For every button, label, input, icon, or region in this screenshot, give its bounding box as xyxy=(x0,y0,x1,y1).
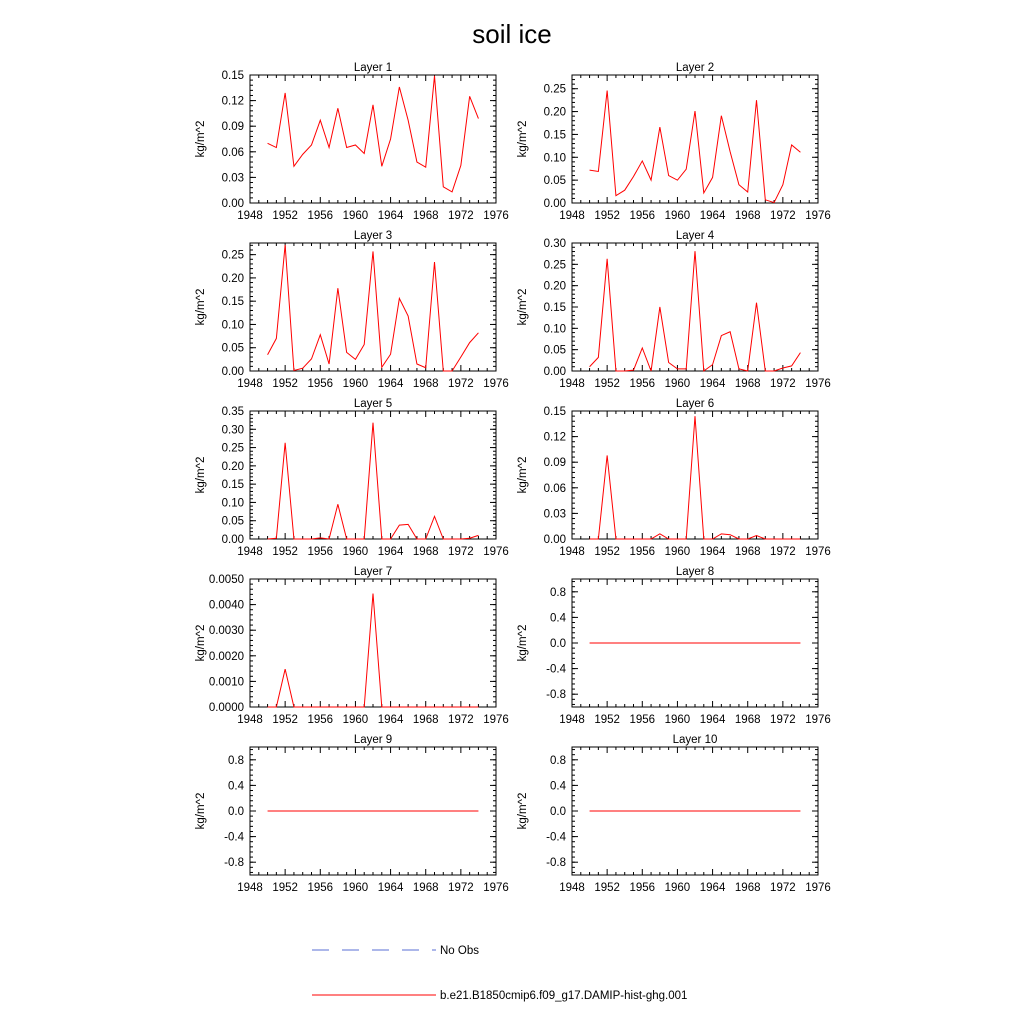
x-tick-label: 1968 xyxy=(412,882,439,894)
y-tick-label: 0.0040 xyxy=(208,599,244,612)
x-tick-label: 1948 xyxy=(237,714,263,726)
y-tick-label: -0.4 xyxy=(224,831,244,844)
x-tick-label: 1948 xyxy=(559,546,585,558)
x-tick-label: 1960 xyxy=(664,714,691,726)
x-tick-label: 1968 xyxy=(734,714,761,726)
y-axis-label: kg/m^2 xyxy=(517,456,529,494)
panel-title: Layer 7 xyxy=(353,566,393,578)
legend-no-obs-label: No Obs xyxy=(440,945,479,957)
panels xyxy=(195,62,831,894)
y-tick-label: 0.00 xyxy=(221,366,244,378)
y-tick-label: 0.03 xyxy=(543,508,566,521)
y-tick-label: -0.8 xyxy=(546,857,566,870)
y-tick-label: 0.15 xyxy=(543,406,566,418)
panel-title: Layer 2 xyxy=(675,62,715,74)
panel-layer-8 xyxy=(517,566,831,726)
y-tick-label: 0.00 xyxy=(543,534,566,546)
series-line xyxy=(268,76,479,192)
panel-layer-10 xyxy=(517,734,831,894)
panel-layer-2 xyxy=(517,62,831,222)
x-tick-label: 1964 xyxy=(377,546,404,558)
y-tick-label: 0.25 xyxy=(221,442,244,455)
x-tick-label: 1948 xyxy=(559,714,585,726)
x-tick-label: 1952 xyxy=(272,882,298,894)
panel-layer-3 xyxy=(195,230,509,390)
x-tick-label: 1960 xyxy=(342,714,369,726)
y-tick-label: 0.09 xyxy=(221,121,244,134)
x-tick-label: 1952 xyxy=(594,546,620,558)
x-tick-label: 1968 xyxy=(734,210,761,222)
plot-frame xyxy=(572,75,818,203)
x-tick-label: 1968 xyxy=(412,210,439,222)
y-tick-label: 0.03 xyxy=(221,172,244,185)
y-tick-label: 0.35 xyxy=(221,406,244,418)
x-tick-label: 1972 xyxy=(770,378,796,390)
y-tick-label: -0.4 xyxy=(546,831,566,844)
x-tick-label: 1960 xyxy=(342,378,369,390)
x-tick-label: 1964 xyxy=(699,546,726,558)
x-tick-label: 1952 xyxy=(594,378,620,390)
y-tick-label: -0.8 xyxy=(224,857,244,870)
x-tick-label: 1948 xyxy=(559,378,585,390)
x-tick-label: 1968 xyxy=(734,882,761,894)
plot-frame xyxy=(572,243,818,371)
y-tick-label: 0.4 xyxy=(550,780,566,793)
x-tick-label: 1964 xyxy=(699,882,726,894)
y-tick-label: -0.8 xyxy=(546,689,566,702)
x-tick-label: 1968 xyxy=(734,378,761,390)
panel-title: Layer 8 xyxy=(675,566,715,578)
y-tick-label: 0.06 xyxy=(221,146,244,159)
y-axis-label: kg/m^2 xyxy=(195,624,207,662)
panel-title: Layer 1 xyxy=(353,62,393,74)
x-tick-label: 1964 xyxy=(377,714,404,726)
panel-title: Layer 9 xyxy=(353,734,393,746)
y-tick-label: 0.00 xyxy=(221,198,244,210)
x-tick-label: 1964 xyxy=(377,882,404,894)
y-tick-label: 0.12 xyxy=(543,431,566,444)
y-tick-label: 0.00 xyxy=(543,366,566,378)
y-axis-label: kg/m^2 xyxy=(195,792,207,830)
y-tick-label: 0.8 xyxy=(550,754,566,767)
y-tick-label: 0.0020 xyxy=(208,650,244,663)
y-axis-label: kg/m^2 xyxy=(195,120,207,158)
x-tick-label: 1952 xyxy=(272,546,298,558)
series-line xyxy=(268,423,479,539)
plot-frame xyxy=(250,243,496,371)
series-line xyxy=(590,251,801,371)
y-axis-label: kg/m^2 xyxy=(517,288,529,326)
x-tick-label: 1960 xyxy=(342,210,369,222)
legend-model-label: b.e21.B1850cmip6.f09_g17.DAMIP-hist-ghg.001 xyxy=(440,990,688,1002)
y-tick-label: 0.25 xyxy=(221,249,244,262)
x-tick-label: 1972 xyxy=(448,210,474,222)
x-tick-label: 1964 xyxy=(377,210,404,222)
y-tick-label: 0.15 xyxy=(221,70,244,82)
x-tick-label: 1972 xyxy=(448,882,474,894)
legend xyxy=(312,945,687,1002)
y-axis-label: kg/m^2 xyxy=(517,120,529,158)
y-tick-label: 0.15 xyxy=(221,296,244,309)
x-tick-label: 1972 xyxy=(770,546,796,558)
series-line xyxy=(268,245,479,371)
y-tick-label: 0.8 xyxy=(550,586,566,599)
x-tick-label: 1972 xyxy=(770,882,796,894)
x-tick-label: 1948 xyxy=(559,210,585,222)
y-tick-label: 0.4 xyxy=(228,780,244,793)
x-tick-label: 1976 xyxy=(805,378,831,390)
x-tick-label: 1952 xyxy=(594,210,620,222)
chart-title: soil ice xyxy=(472,19,552,49)
x-tick-label: 1976 xyxy=(805,882,831,894)
x-tick-label: 1976 xyxy=(805,714,831,726)
y-tick-label: 0.30 xyxy=(221,424,244,437)
x-tick-label: 1960 xyxy=(664,546,691,558)
y-tick-label: 0.0000 xyxy=(208,702,244,714)
x-tick-label: 1972 xyxy=(448,714,474,726)
x-tick-label: 1960 xyxy=(664,882,691,894)
x-tick-label: 1968 xyxy=(412,546,439,558)
y-tick-label: 0.4 xyxy=(550,612,566,625)
y-tick-label: 0.30 xyxy=(543,238,566,250)
y-tick-label: 0.0 xyxy=(228,806,244,818)
y-tick-label: 0.0030 xyxy=(208,625,244,638)
x-tick-label: 1972 xyxy=(770,714,796,726)
x-tick-label: 1976 xyxy=(483,714,509,726)
y-axis-label: kg/m^2 xyxy=(517,792,529,830)
y-tick-label: 0.10 xyxy=(543,152,566,165)
panel-layer-4 xyxy=(517,230,831,390)
x-tick-label: 1948 xyxy=(237,210,263,222)
y-axis-label: kg/m^2 xyxy=(195,288,207,326)
x-tick-label: 1952 xyxy=(272,378,298,390)
x-tick-label: 1976 xyxy=(483,546,509,558)
y-tick-label: -0.4 xyxy=(546,663,566,676)
x-tick-label: 1972 xyxy=(770,210,796,222)
x-tick-label: 1972 xyxy=(448,378,474,390)
y-tick-label: 0.0 xyxy=(550,806,566,818)
x-tick-label: 1952 xyxy=(594,882,620,894)
x-tick-label: 1968 xyxy=(412,714,439,726)
x-tick-label: 1960 xyxy=(664,378,691,390)
y-tick-label: 0.00 xyxy=(221,534,244,546)
y-tick-label: 0.05 xyxy=(543,175,566,188)
y-tick-label: 0.25 xyxy=(543,259,566,272)
x-tick-label: 1968 xyxy=(734,546,761,558)
y-tick-label: 0.10 xyxy=(543,323,566,336)
y-tick-label: 0.05 xyxy=(543,344,566,357)
series-line xyxy=(590,91,801,203)
x-tick-label: 1956 xyxy=(629,714,656,726)
y-tick-label: 0.20 xyxy=(543,280,566,293)
x-tick-label: 1976 xyxy=(805,210,831,222)
y-tick-label: 0.25 xyxy=(543,83,566,96)
x-tick-label: 1956 xyxy=(629,210,656,222)
x-tick-label: 1964 xyxy=(699,378,726,390)
x-tick-label: 1948 xyxy=(237,882,263,894)
x-tick-label: 1956 xyxy=(307,210,334,222)
y-tick-label: 0.0 xyxy=(550,638,566,650)
x-tick-label: 1976 xyxy=(805,546,831,558)
panel-title: Layer 10 xyxy=(672,734,718,746)
plot-frame xyxy=(250,75,496,203)
x-tick-label: 1964 xyxy=(699,210,726,222)
y-axis-label: kg/m^2 xyxy=(195,456,207,494)
y-tick-label: 0.12 xyxy=(221,95,244,108)
y-tick-label: 0.15 xyxy=(543,129,566,142)
y-tick-label: 0.8 xyxy=(228,754,244,767)
y-tick-label: 0.10 xyxy=(221,319,244,332)
x-tick-label: 1976 xyxy=(483,378,509,390)
y-tick-label: 0.09 xyxy=(543,457,566,470)
y-tick-label: 0.05 xyxy=(221,342,244,355)
plot-frame xyxy=(250,411,496,539)
x-tick-label: 1972 xyxy=(448,546,474,558)
x-tick-label: 1948 xyxy=(237,378,263,390)
y-tick-label: 0.06 xyxy=(543,482,566,495)
x-tick-label: 1964 xyxy=(377,378,404,390)
y-tick-label: 0.10 xyxy=(221,497,244,510)
x-tick-label: 1976 xyxy=(483,210,509,222)
x-tick-label: 1964 xyxy=(699,714,726,726)
y-tick-label: 0.05 xyxy=(221,515,244,528)
x-tick-label: 1956 xyxy=(629,882,656,894)
x-tick-label: 1952 xyxy=(272,714,298,726)
y-tick-label: 0.00 xyxy=(543,198,566,210)
panel-layer-7 xyxy=(195,566,509,726)
x-tick-label: 1956 xyxy=(307,378,334,390)
x-tick-label: 1952 xyxy=(272,210,298,222)
panel-layer-5 xyxy=(195,398,509,558)
x-tick-label: 1956 xyxy=(307,882,334,894)
series-line xyxy=(590,416,801,539)
x-tick-label: 1956 xyxy=(629,546,656,558)
x-tick-label: 1956 xyxy=(307,546,334,558)
x-tick-label: 1968 xyxy=(412,378,439,390)
y-tick-label: 0.15 xyxy=(221,479,244,492)
panel-layer-1 xyxy=(195,62,509,222)
y-tick-label: 0.0050 xyxy=(208,574,244,586)
y-tick-label: 0.20 xyxy=(543,106,566,119)
series-line xyxy=(268,594,479,707)
x-tick-label: 1948 xyxy=(237,546,263,558)
y-tick-label: 0.15 xyxy=(543,302,566,314)
x-tick-label: 1952 xyxy=(594,714,620,726)
x-tick-label: 1976 xyxy=(483,882,509,894)
x-tick-label: 1960 xyxy=(342,546,369,558)
panel-layer-9 xyxy=(195,734,509,894)
panel-layer-6 xyxy=(517,398,831,558)
panel-title: Layer 5 xyxy=(353,398,393,410)
x-tick-label: 1948 xyxy=(559,882,585,894)
y-tick-label: 0.20 xyxy=(221,460,244,473)
x-tick-label: 1956 xyxy=(307,714,334,726)
panel-title: Layer 4 xyxy=(675,230,715,242)
panel-title: Layer 6 xyxy=(675,398,715,410)
panel-title: Layer 3 xyxy=(353,230,393,242)
y-tick-label: 0.20 xyxy=(221,272,244,285)
y-axis-label: kg/m^2 xyxy=(517,624,529,662)
x-tick-label: 1960 xyxy=(664,210,691,222)
x-tick-label: 1956 xyxy=(629,378,656,390)
x-tick-label: 1960 xyxy=(342,882,369,894)
y-tick-label: 0.0010 xyxy=(208,676,244,689)
